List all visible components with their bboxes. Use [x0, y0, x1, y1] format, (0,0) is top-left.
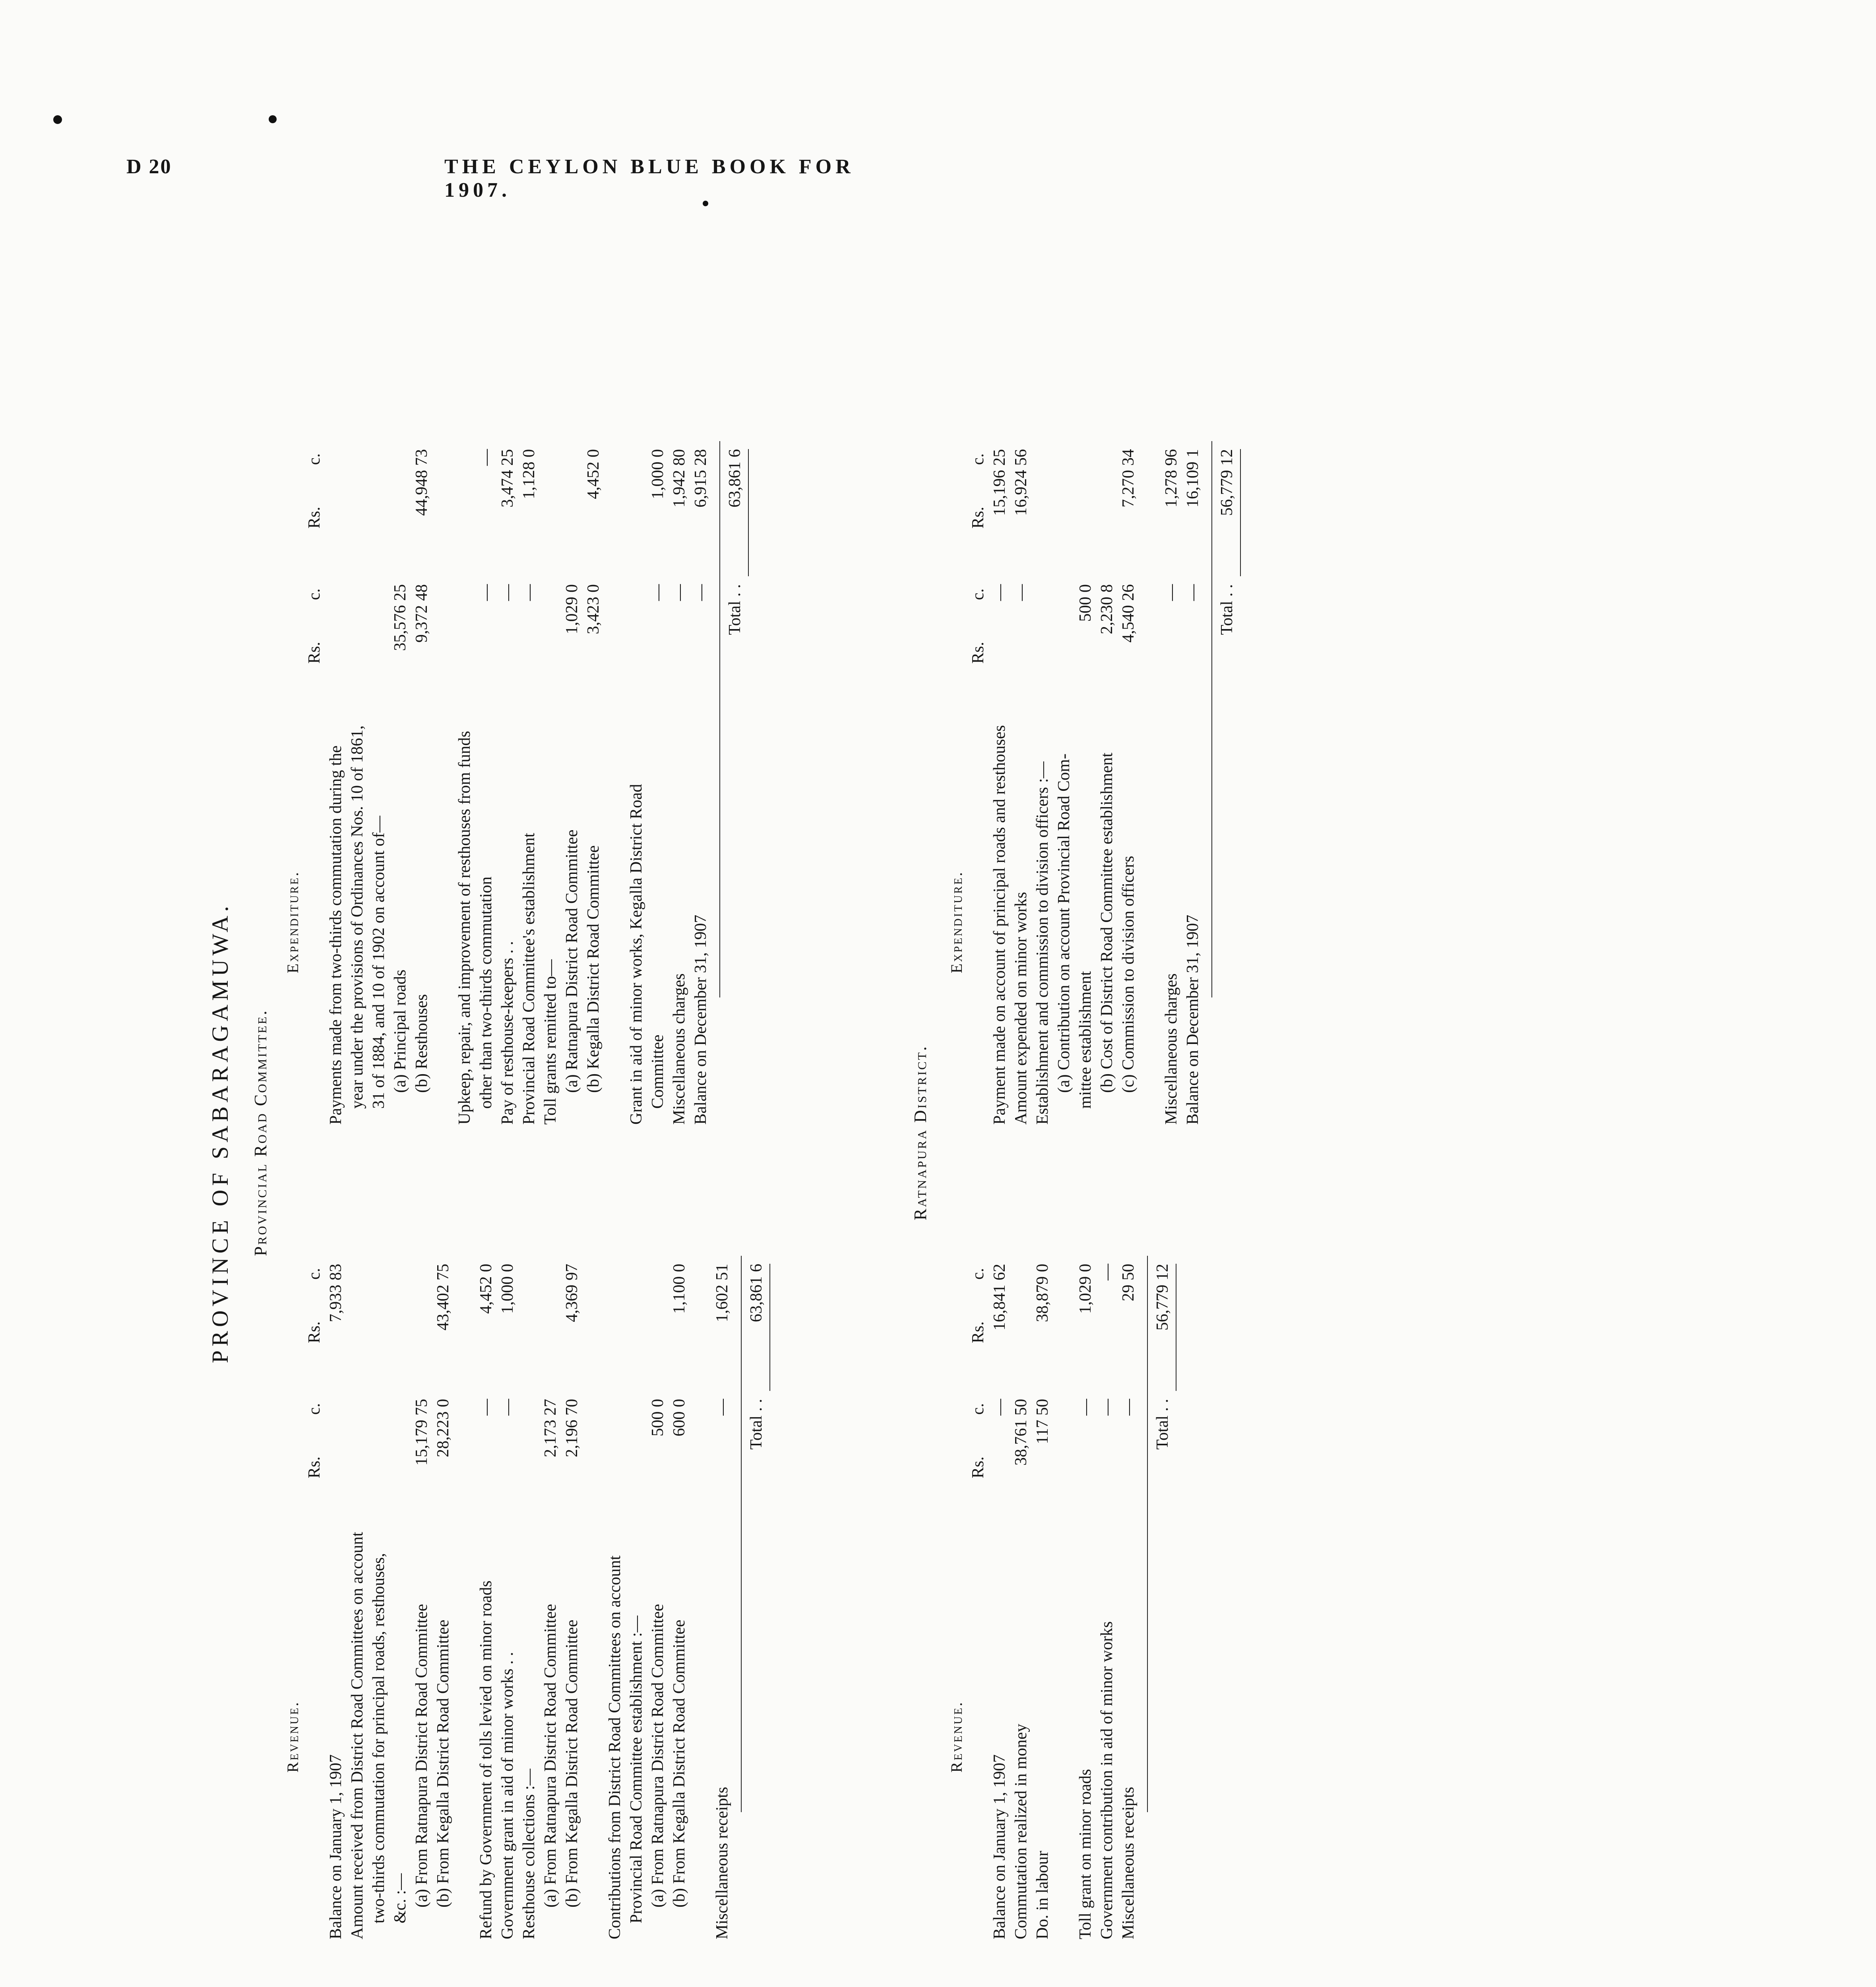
- row-label: Amount received from District Road Committees on account: [348, 1532, 366, 1939]
- table-row: [411, 330, 432, 1125]
- page-number: D 20: [126, 155, 172, 178]
- row-label: Grant in aid of minor works, Kegalla District Road: [627, 784, 645, 1125]
- table-row: [540, 1145, 561, 1939]
- row-label: (b) Resthouses: [413, 994, 431, 1093]
- table-row: [561, 330, 583, 1125]
- amount-heading: c.: [305, 453, 324, 465]
- amount-inner: —: [1184, 584, 1202, 601]
- table-row: [989, 330, 1010, 1125]
- row-label: (b) Kegalla District Road Committee: [584, 845, 603, 1093]
- total-value: 63,861 6: [747, 1264, 766, 1322]
- amount-heading: Rs.: [305, 642, 324, 664]
- amount-heading: Rs.: [305, 507, 324, 529]
- amount-heading: c.: [969, 588, 987, 600]
- table-row: [1075, 1145, 1096, 1939]
- table-row: [454, 330, 475, 1125]
- amount-inner: —: [498, 1399, 517, 1416]
- amount-column-headings: [304, 330, 325, 1125]
- amount-inner: 600 0: [670, 1399, 688, 1437]
- total-underline: [748, 449, 749, 576]
- amount-inner: 117 50: [1033, 1399, 1052, 1444]
- total-label: Total . .: [1218, 584, 1236, 635]
- table-row: [475, 330, 497, 1125]
- amount-inner: —: [649, 584, 667, 601]
- row-label: Do. in labour: [1033, 1851, 1052, 1939]
- amount-inner: —: [1076, 1399, 1095, 1416]
- amount-heading: c.: [969, 453, 987, 465]
- amount-heading: Rs.: [969, 642, 987, 664]
- row-label: (a) From Ratnapura District Road Committee: [413, 1604, 431, 1908]
- amount-outer: 1,000 0: [498, 1264, 517, 1314]
- amount-inner: —: [477, 1399, 495, 1416]
- revenue-column: [946, 1145, 1176, 1939]
- row-label: Balance on January 1, 1907: [327, 1754, 345, 1939]
- amount-outer: 16,841 62: [990, 1264, 1009, 1330]
- total-underline: [1240, 449, 1241, 576]
- table-row: [347, 330, 368, 1125]
- row-label: (c) Commission to division officers: [1119, 856, 1138, 1093]
- amount-inner: 2,196 70: [563, 1399, 581, 1457]
- amount-inner: —: [1162, 584, 1180, 601]
- row-label: Government grant in aid of minor works . .: [498, 1652, 517, 1939]
- table-row: [1010, 330, 1032, 1125]
- section-title: Provincial Road Committee.: [251, 1009, 270, 1256]
- amount-inner: —: [990, 1399, 1009, 1416]
- total-label: Total . .: [747, 1399, 766, 1450]
- amount-inner: 9,372 48: [413, 584, 431, 643]
- table-row: [1053, 330, 1075, 1125]
- row-label: Miscellaneous charges: [670, 973, 688, 1125]
- amount-inner: 15,179 75: [413, 1399, 431, 1466]
- table-row: [540, 330, 561, 1125]
- row-label: Government contribution in aid of minor works: [1098, 1621, 1116, 1939]
- amount-outer: 38,879 0: [1033, 1264, 1052, 1322]
- table-row: [368, 1145, 390, 1939]
- table-row: [368, 330, 390, 1125]
- total-rule: [719, 441, 720, 997]
- total-row: [746, 1145, 767, 1939]
- row-label: (b) Cost of District Road Committee establishment: [1098, 752, 1116, 1093]
- row-label: (b) From Kegalla District Road Committee: [563, 1619, 581, 1908]
- row-label: other than two-thirds commutation: [477, 876, 495, 1109]
- table-row: [1182, 330, 1204, 1125]
- row-label: Amount expended on minor works: [1012, 892, 1030, 1125]
- amount-outer: —: [1098, 1264, 1116, 1280]
- row-label: mittee establishment: [1076, 971, 1095, 1109]
- total-row: [1216, 330, 1238, 1125]
- amount-outer: 1,942 80: [670, 449, 688, 507]
- section-title: Ratnapura District.: [911, 1045, 930, 1220]
- expenditure-column: [946, 330, 1241, 1125]
- total-rule: [1147, 1256, 1148, 1812]
- row-label: Commutation realized in money: [1012, 1724, 1030, 1939]
- amount-outer: 4,452 0: [584, 449, 603, 499]
- amount-outer: 1,029 0: [1076, 1264, 1095, 1314]
- table-row: [1118, 1145, 1139, 1939]
- row-label: Provincial Road Committee's establishment: [520, 833, 538, 1125]
- total-rule: [741, 1256, 742, 1812]
- row-label: Resthouse collections :—: [520, 1768, 538, 1939]
- row-label: Upkeep, repair, and improvement of resthouses from funds: [455, 731, 474, 1125]
- table-row: [475, 1145, 497, 1939]
- amount-inner: 3,423 0: [584, 584, 603, 634]
- table-row: [647, 1145, 669, 1939]
- row-label: (a) From Ratnapura District Road Committee: [541, 1604, 560, 1908]
- amount-heading: Rs.: [969, 1456, 987, 1478]
- row-label: Balance on December 31, 1907: [692, 914, 710, 1125]
- amount-outer: 3,474 25: [498, 449, 517, 507]
- amount-outer: 1,128 0: [520, 449, 538, 499]
- amount-outer: 1,000 0: [649, 449, 667, 499]
- total-row: [1152, 1145, 1173, 1939]
- row-label: Toll grant on minor roads: [1076, 1769, 1095, 1939]
- table-row: [1032, 1145, 1053, 1939]
- table-row: [561, 1145, 583, 1939]
- ratnapura-district-section: [902, 326, 1876, 1939]
- amount-inner: —: [1098, 1399, 1116, 1416]
- total-value: 56,779 12: [1218, 449, 1236, 516]
- row-label: (a) From Ratnapura District Road Committee: [649, 1604, 667, 1908]
- row-label: Miscellaneous charges: [1162, 973, 1180, 1125]
- row-label: Refund by Government of tolls levied on minor roads: [477, 1580, 495, 1939]
- expenditure-column: [282, 330, 749, 1125]
- amount-heading: Rs.: [305, 1456, 324, 1478]
- table-row: [325, 1145, 347, 1939]
- table-row: [1075, 330, 1096, 1125]
- row-label: year under the provisions of Ordinances Nos. 10 of 1861,: [348, 725, 366, 1109]
- table-row: [1032, 330, 1053, 1125]
- amount-outer: 1,100 0: [670, 1264, 688, 1314]
- row-label: Miscellaneous receipts: [1119, 1787, 1138, 1939]
- amount-outer: 15,196 25: [990, 449, 1009, 516]
- amount-outer: 1,602 51: [713, 1264, 731, 1322]
- table-row: [626, 1145, 647, 1939]
- total-value: 56,779 12: [1153, 1264, 1172, 1330]
- amount-inner: 1,029 0: [563, 584, 581, 634]
- row-label: Toll grants remitted to—: [541, 959, 560, 1125]
- row-label: Payment made on account of principal roads and resthouses: [990, 725, 1009, 1125]
- amount-outer: 6,915 28: [692, 449, 710, 507]
- amount-outer: —: [477, 449, 495, 466]
- amount-outer: 7,270 34: [1119, 449, 1138, 507]
- table-row: [1118, 330, 1139, 1125]
- row-label: Payments made from two-thirds commutation during the: [327, 745, 345, 1125]
- row-label: Provincial Road Committee establishment :—: [627, 1615, 645, 1923]
- amount-column-headings: [967, 330, 989, 1125]
- amount-outer: 16,109 1: [1184, 449, 1202, 507]
- table-row: [518, 1145, 540, 1939]
- row-label: Miscellaneous receipts: [713, 1787, 731, 1939]
- amount-heading: c.: [305, 588, 324, 600]
- amount-inner: —: [1119, 1399, 1138, 1416]
- table-row: [583, 330, 604, 1125]
- table-row: [604, 1145, 626, 1939]
- total-underline: [769, 1264, 770, 1391]
- amount-inner: —: [498, 584, 517, 601]
- row-label: (b) From Kegalla District Road Committee: [434, 1619, 452, 1908]
- amount-heading: c.: [305, 1268, 324, 1280]
- total-label: Total . .: [726, 584, 744, 635]
- row-label: (a) Principal roads: [391, 969, 409, 1093]
- table-row: [1096, 1145, 1118, 1939]
- table-row: [347, 1145, 368, 1939]
- amount-outer: 4,369 97: [563, 1264, 581, 1322]
- amount-inner: 4,540 26: [1119, 584, 1138, 643]
- row-label: two-thirds commutation for principal roads, resthouses,: [370, 1553, 388, 1923]
- table-row: [690, 330, 711, 1125]
- table-row: [390, 1145, 411, 1939]
- amount-heading: c.: [305, 1403, 324, 1415]
- table-row: [518, 330, 540, 1125]
- amount-inner: 28,223 0: [434, 1399, 452, 1457]
- total-row: [724, 330, 746, 1125]
- running-title: THE CEYLON BLUE BOOK FOR 1907.: [444, 155, 855, 201]
- amount-inner: 2,230 8: [1098, 584, 1116, 634]
- table-row: [647, 330, 669, 1125]
- table-row: [1161, 330, 1182, 1125]
- amount-heading: c.: [969, 1268, 987, 1280]
- table-row: [669, 1145, 690, 1939]
- total-label: Total . .: [1153, 1399, 1172, 1450]
- row-label: (b) From Kegalla District Road Committee: [670, 1619, 688, 1908]
- row-label: &c. :—: [391, 1873, 409, 1923]
- amount-inner: —: [520, 584, 538, 601]
- total-value: 63,861 6: [726, 449, 744, 507]
- expenditure-heading: Expenditure.: [284, 870, 302, 974]
- amount-outer: 43,402 75: [434, 1264, 452, 1330]
- amount-inner: —: [477, 584, 495, 601]
- table-row: [989, 1145, 1010, 1939]
- table-row: [626, 330, 647, 1125]
- table-row: [497, 1145, 518, 1939]
- table-row: [497, 330, 518, 1125]
- row-label: 31 of 1884, and 10 of 1902 on account of—: [370, 815, 388, 1109]
- amount-inner: 38,761 50: [1012, 1399, 1030, 1466]
- province-title: PROVINCE OF SABARAGAMUWA.: [207, 902, 233, 1363]
- amount-inner: 35,576 25: [391, 584, 409, 651]
- amount-heading: Rs.: [969, 507, 987, 529]
- amount-heading: Rs.: [305, 1321, 324, 1343]
- amount-inner: —: [692, 584, 710, 601]
- table-row: [432, 1145, 454, 1939]
- amount-outer: 4,452 0: [477, 1264, 495, 1314]
- amount-inner: 500 0: [1076, 584, 1095, 622]
- row-label: Pay of resthouse-keepers . .: [498, 941, 517, 1125]
- amount-outer: 16,924 56: [1012, 449, 1030, 516]
- table-row: [390, 330, 411, 1125]
- revenue-heading: Revenue.: [284, 1700, 302, 1773]
- ink-speck: [269, 115, 277, 123]
- amount-inner: 500 0: [649, 1399, 667, 1437]
- amount-outer: 7,933 83: [327, 1264, 345, 1322]
- amount-outer: 29 50: [1119, 1264, 1138, 1301]
- ink-speck: [703, 201, 708, 206]
- table-row: [669, 330, 690, 1125]
- row-label: (a) Ratnapura District Road Committee: [563, 829, 581, 1093]
- amount-inner: —: [713, 1399, 731, 1416]
- amount-outer: 44,948 73: [413, 449, 431, 516]
- table-row: [711, 1145, 733, 1939]
- amount-inner: —: [990, 584, 1009, 601]
- expenditure-heading: Expenditure.: [948, 870, 965, 974]
- total-rule: [1211, 441, 1212, 997]
- revenue-column: [282, 1145, 770, 1939]
- amount-heading: c.: [969, 1403, 987, 1415]
- row-label: Committee: [649, 1034, 667, 1109]
- amount-inner: —: [1012, 584, 1030, 601]
- amount-heading: Rs.: [969, 1321, 987, 1343]
- table-row: [1010, 1145, 1032, 1939]
- row-label: Balance on January 1, 1907: [990, 1754, 1009, 1939]
- row-label: (a) Contribution on account Provincial Road Com-: [1055, 753, 1073, 1093]
- amount-outer: 1,278 96: [1162, 449, 1180, 507]
- amount-column-headings: [304, 1145, 325, 1939]
- table-row: [1096, 330, 1118, 1125]
- amount-inner: —: [670, 584, 688, 601]
- table-row: [411, 1145, 432, 1939]
- row-label: Contributions from District Road Committees on account: [606, 1555, 624, 1939]
- amount-inner: 2,173 27: [541, 1399, 560, 1457]
- row-label: Balance on December 31, 1907: [1184, 914, 1202, 1125]
- row-label: Establishment and commission to division officers :—: [1033, 761, 1052, 1125]
- revenue-heading: Revenue.: [948, 1700, 965, 1773]
- ink-speck: [53, 115, 62, 124]
- table-row: [325, 330, 347, 1125]
- amount-column-headings: [967, 1145, 989, 1939]
